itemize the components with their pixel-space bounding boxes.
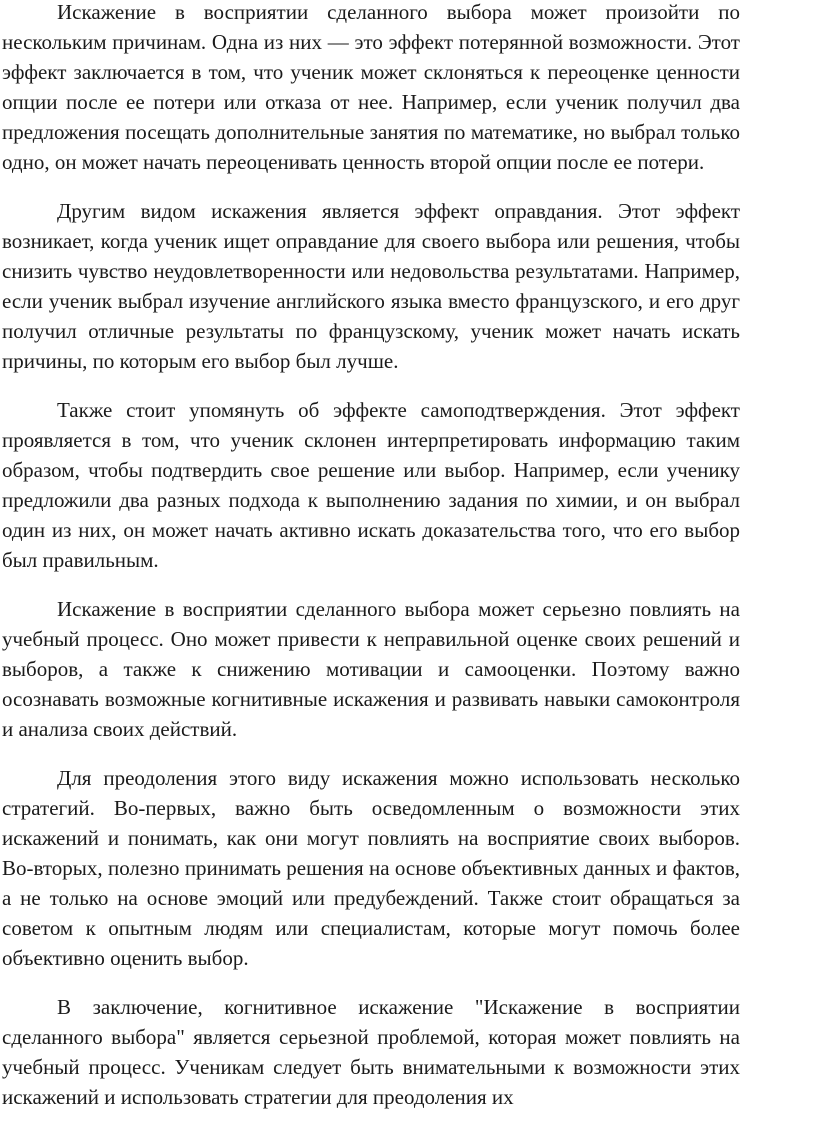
paragraph-justification-effect: Другим видом искажения является эффект оправдания. Этот эффект возникает, когда ученик ищет оправдание для своего выбора или решения, чтобы снизить чувство неудовлетворенности или недовольства результатами. Например, если ученик выбрал изучение английского языка вместо французского, и его друг получил отличные результаты по французскому, ученик может начать искать причины, по которым его выбор был лучше. xyxy=(2,199,740,373)
paragraph-self-confirmation: Также стоит упомянуть об эффекте самоподтверждения. Этот эффект проявляется в том, что ученик склонен интерпретировать информацию таким образом, чтобы подтвердить свое решение или выбор. Например, если ученику предложили два разных подхода к выполнению задания по химии, и он выбрал один из них, он может начать активно искать доказательства того, что его выбор был правильным. xyxy=(2,398,740,572)
paragraph-learning-impact: Искажение в восприятии сделанного выбора может серьезно повлиять на учебный процесс. Оно может привести к неправильной оценке своих решений и выборов, а также к снижению мотивации и самооценки. Поэтому важно осознавать возможные когнитивные искажения и развивать навыки самоконтроля и анализа своих действий. xyxy=(2,597,740,741)
paragraph-lost-opportunity: Искажение в восприятии сделанного выбора может произойти по нескольким причинам. Одна из них — это эффект потерянной возможности. Этот эффект заключается в том, что ученик может склоняться к переоценке ценности опции после ее потери или отказа от нее. Например, если ученик получил два предложения посещать дополнительные занятия по математике, но выбрал только одно, он может начать переоценивать ценность второй опции после ее потери. xyxy=(2,0,740,174)
paragraph-strategies: Для преодоления этого виду искажения можно использовать несколько стратегий. Во-первых, важно быть осведомленным о возможности этих искажений и понимать, как они могут повлиять на восприятие своих выборов. Во-вторых, полезно принимать решения на основе объективных данных и фактов, а не только на основе эмоций или предубеждений. Также стоит обращаться за советом к опытным людям или специалистам, которые могут помочь более объективно оценить выбор. xyxy=(2,766,740,970)
paragraph-conclusion: В заключение, когнитивное искажение "Искажение в восприятии сделанного выбора" является серьезной проблемой, которая может повлиять на учебный процесс. Ученикам следует быть внимательными к возможности этих искажений и использовать стратегии для преодоления их xyxy=(2,995,740,1109)
